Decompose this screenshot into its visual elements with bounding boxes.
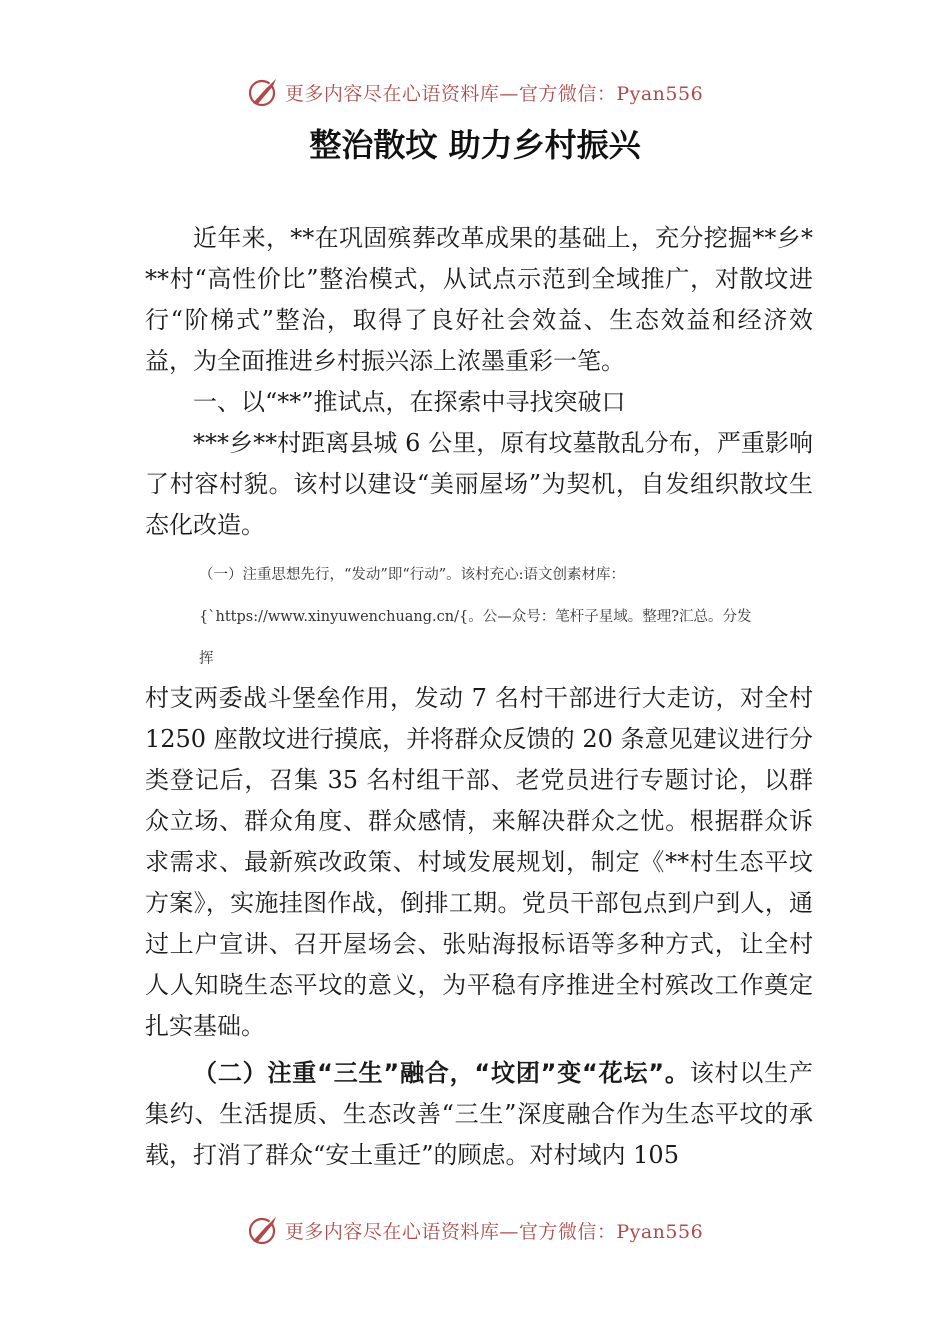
paragraph-three-integration-body: 该村以生产集约、生活提质、生态改善“三生”深度融合作为生态平坟的承载，打消了群众“安土重迁”的顾虑。对村域内 105 xyxy=(145,1059,814,1169)
inserted-note-line-2: {`https://www.xinyuwenchuang.cn/{。公—众号：笔杆子星域。整理?汇总。分发 xyxy=(199,609,752,625)
document-body xyxy=(145,218,813,1176)
inserted-note-line-3: 挥 xyxy=(199,651,214,667)
paragraph-mobilization: 村支两委战斗堡垒作用，发动 7 名村干部进行大走访，对全村 1250 座散坟进行摸底，并将群众反馈的 20 条意见建议进行分类登记后，召集 35 名村组干部、老党员进行专题讨论，以群众立场、群众角度、群众感情，来解决群众之忧。根据群众诉求需求、最新殡改政策、村域发展规划，制定《**村生态平坟方案》，实施挂图作战，倒排工期。党员干部包点到户到人，通过上户宣讲、召开屋场会、张贴海报标语等多种方式，让全村人人知晓生态平坟的意义，为平稳有序推进全村殡改工作奠定扎实基础。 xyxy=(145,684,813,1040)
pen-nib-logo-icon xyxy=(247,75,281,109)
subsection-heading-2: （二）注重“三生”融合，“坟团”变“花坛”。 xyxy=(193,1059,690,1087)
header-watermark xyxy=(0,72,950,112)
paragraph-three-integration xyxy=(145,1053,813,1176)
pen-nib-logo-icon xyxy=(247,1213,281,1247)
paragraph-village: ***乡**村距离县城 6 公里，原有坟墓散乱分布，严重影响了村容村貌。该村以建设“美丽屋场”为契机，自发组织散坟生态化改造。 xyxy=(145,429,813,539)
paragraph-intro: 近年来，**在巩固殡葬改革成果的基础上，充分挖掘**乡***村“高性价比”整治模式，从试点示范到全域推广，对散坟进行“阶梯式”整治，取得了良好社会效益、生态效益和经济效益，为全面推进乡村振兴添上浓墨重彩一笔。 xyxy=(145,224,813,375)
section-heading-1: 一、以“**”推试点，在探索中寻找突破口 xyxy=(193,388,626,416)
inserted-note-line-1: （一）注重思想先行，“发动”即“行动”。该村充心:语文创素材库： xyxy=(199,567,626,583)
watermark-text: 更多内容尽在心语资料库—官方微信：Pyan556 xyxy=(284,1220,704,1243)
watermark-text: 更多内容尽在心语资料库—官方微信：Pyan556 xyxy=(284,82,704,105)
footer-watermark xyxy=(0,1210,950,1250)
page-title: 整治散坟 助力乡村振兴 xyxy=(309,126,641,164)
